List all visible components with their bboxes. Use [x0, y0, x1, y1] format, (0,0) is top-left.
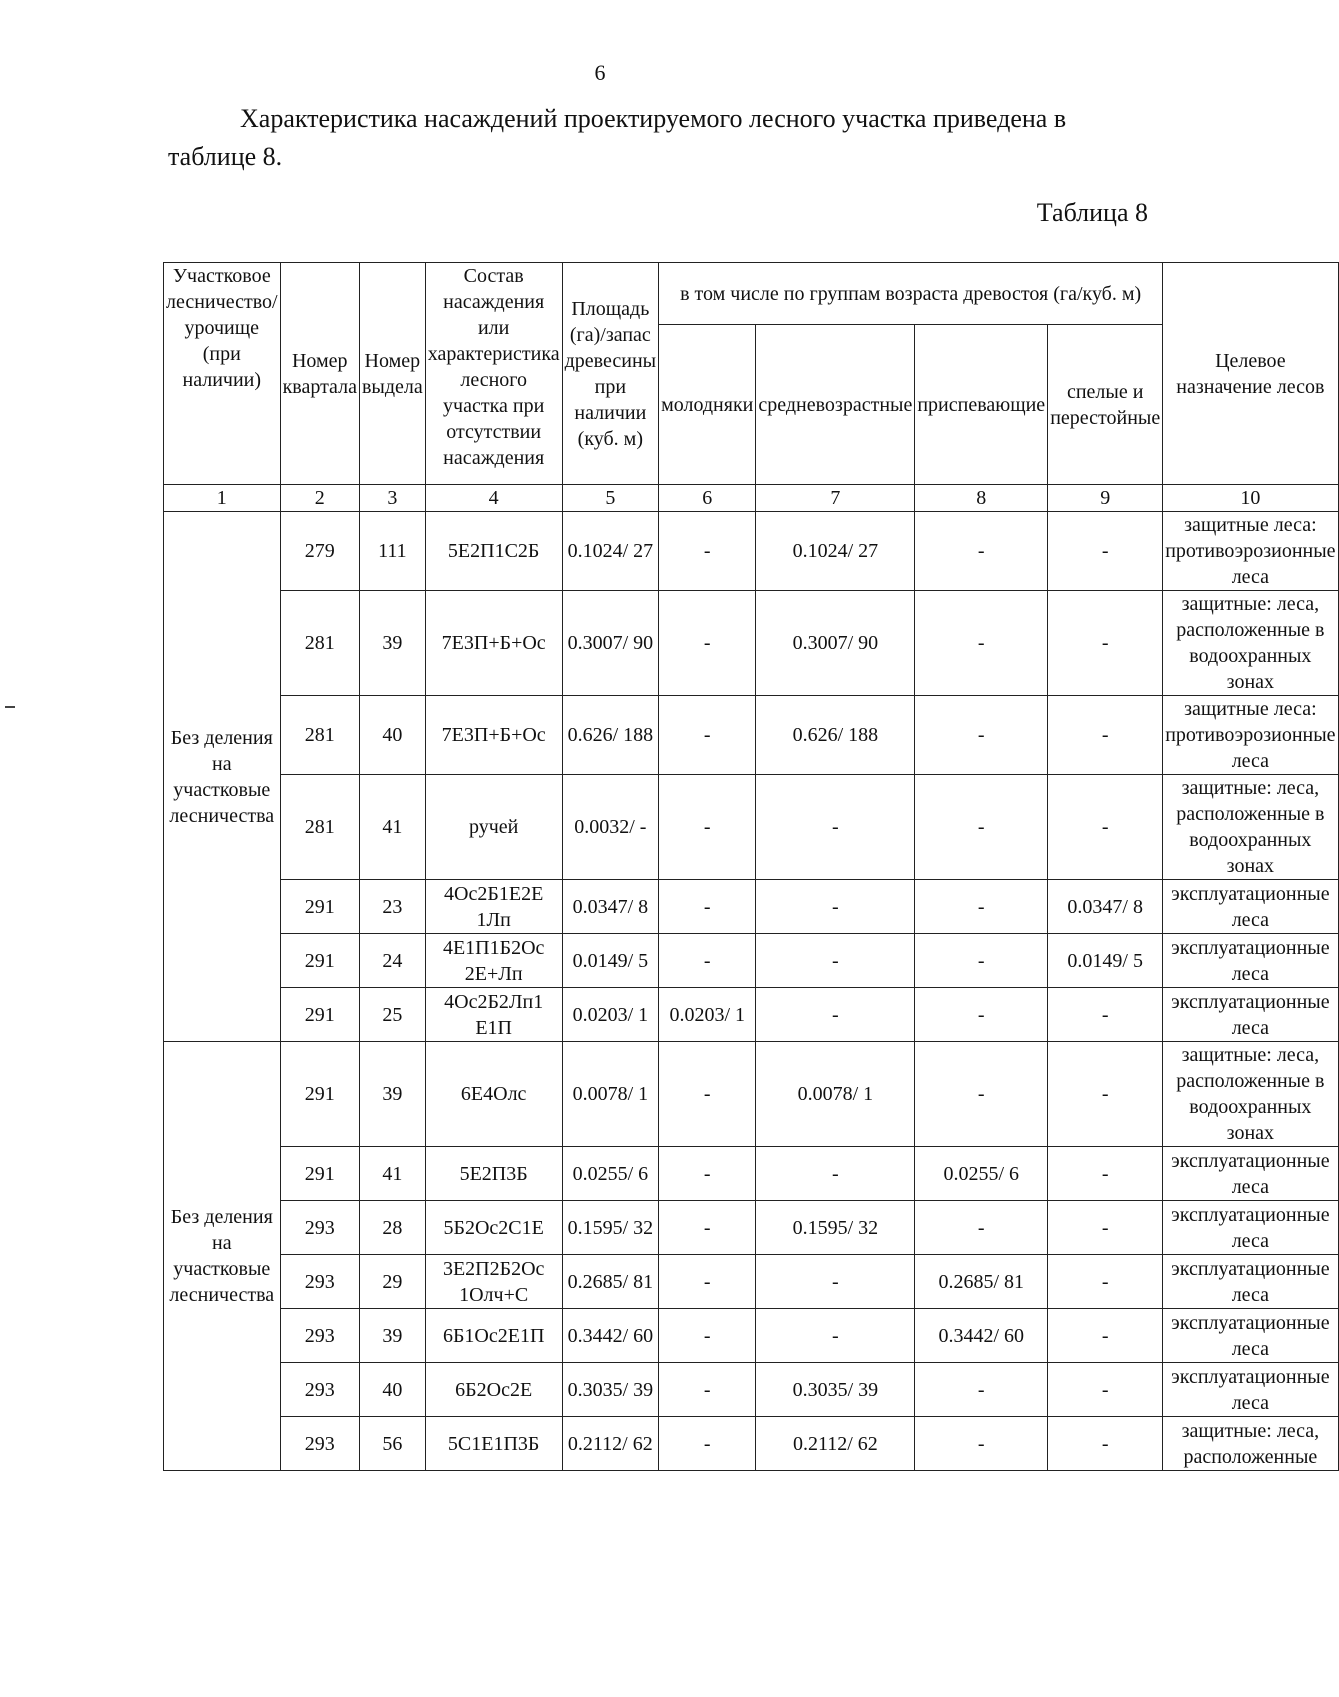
- page-number: 6: [594, 60, 606, 85]
- mature-cell: 0.0347/ 8: [1048, 880, 1163, 934]
- section-cell: 41: [359, 775, 425, 880]
- area-cell: 0.3035/ 39: [562, 1363, 658, 1417]
- area-cell: 0.3442/ 60: [562, 1309, 658, 1363]
- area-cell: 0.1024/ 27: [562, 512, 658, 591]
- composition-cell: 6Б1Ос2Е1П: [425, 1309, 562, 1363]
- purpose-cell: эксплуатационные леса: [1163, 1201, 1338, 1255]
- header-composition: Состав насаждения или характеристика лесного участка при отсутствии насаждения: [425, 263, 562, 485]
- quarter-cell: 291: [280, 1042, 359, 1147]
- young-cell: -: [659, 880, 756, 934]
- area-cell: 0.2685/ 81: [562, 1255, 658, 1309]
- middle-aged-cell: 0.1595/ 32: [756, 1201, 915, 1255]
- maturing-cell: -: [915, 988, 1048, 1042]
- table-row: [164, 1417, 1339, 1471]
- table-row: [164, 1309, 1339, 1363]
- middle-aged-cell: 0.1024/ 27: [756, 512, 915, 591]
- purpose-cell: защитные леса: противоэрозионные леса: [1163, 512, 1338, 591]
- composition-cell: 4Ос2Б2Лп1 Е1П: [425, 988, 562, 1042]
- young-cell: -: [659, 1201, 756, 1255]
- maturing-cell: -: [915, 934, 1048, 988]
- mature-cell: -: [1048, 591, 1163, 696]
- header-forestry: Участковое лесничество/ урочище (при наличии): [164, 263, 281, 485]
- young-cell: -: [659, 1417, 756, 1471]
- area-cell: 0.0032/ -: [562, 775, 658, 880]
- header-quarter: Номер квартала: [280, 263, 359, 485]
- forestry-cell: Без деления на участковые лесничества: [164, 1042, 281, 1471]
- mature-cell: -: [1048, 1363, 1163, 1417]
- maturing-cell: 0.0255/ 6: [915, 1147, 1048, 1201]
- maturing-cell: -: [915, 880, 1048, 934]
- mature-cell: 0.0149/ 5: [1048, 934, 1163, 988]
- young-cell: -: [659, 696, 756, 775]
- maturing-cell: 0.3442/ 60: [915, 1309, 1048, 1363]
- mature-cell: -: [1048, 1255, 1163, 1309]
- section-cell: 39: [359, 591, 425, 696]
- area-cell: 0.626/ 188: [562, 696, 658, 775]
- maturing-cell: -: [915, 1042, 1048, 1147]
- middle-aged-cell: -: [756, 1309, 915, 1363]
- middle-aged-cell: -: [756, 880, 915, 934]
- quarter-cell: 281: [280, 775, 359, 880]
- area-cell: 0.3007/ 90: [562, 591, 658, 696]
- maturing-cell: -: [915, 696, 1048, 775]
- composition-cell: 6Е4Олс: [425, 1042, 562, 1147]
- quarter-cell: 293: [280, 1255, 359, 1309]
- header-age-groups: в том числе по группам возраста древостоя (га/куб. м): [659, 263, 1163, 325]
- table-row: [164, 1255, 1339, 1309]
- composition-cell: 4Ос2Б1Е2Е 1Лп: [425, 880, 562, 934]
- composition-cell: 4Е1П1Б2Ос 2Е+Лп: [425, 934, 562, 988]
- purpose-cell: эксплуатационные леса: [1163, 1255, 1338, 1309]
- purpose-cell: эксплуатационные леса: [1163, 988, 1338, 1042]
- young-cell: -: [659, 1309, 756, 1363]
- table-row: [164, 775, 1339, 880]
- mature-cell: -: [1048, 1042, 1163, 1147]
- scan-mark: [5, 706, 15, 708]
- young-cell: -: [659, 1042, 756, 1147]
- mature-cell: -: [1048, 775, 1163, 880]
- composition-cell: 5Б2Ос2С1Е: [425, 1201, 562, 1255]
- purpose-cell: защитные: леса, расположенные в водоохранных зонах: [1163, 775, 1338, 880]
- middle-aged-cell: -: [756, 1147, 915, 1201]
- table-caption: Таблица 8: [1036, 198, 1148, 227]
- composition-cell: 5Е2П1С2Б: [425, 512, 562, 591]
- maturing-cell: -: [915, 1417, 1048, 1471]
- purpose-cell: защитные: леса, расположенные в водоохранных зонах: [1163, 591, 1338, 696]
- table-row: [164, 1147, 1339, 1201]
- area-cell: 0.0347/ 8: [562, 880, 658, 934]
- section-cell: 41: [359, 1147, 425, 1201]
- quarter-cell: 293: [280, 1309, 359, 1363]
- section-cell: 40: [359, 696, 425, 775]
- header-middle-aged: средневозрастные: [756, 325, 915, 485]
- quarter-cell: 291: [280, 934, 359, 988]
- composition-cell: 6Б2Ос2Е: [425, 1363, 562, 1417]
- col-number: 10: [1163, 485, 1338, 512]
- table-row: [164, 934, 1339, 988]
- composition-cell: 3Е2П2Б2Ос 1Олч+С: [425, 1255, 562, 1309]
- purpose-cell: эксплуатационные леса: [1163, 880, 1338, 934]
- purpose-cell: эксплуатационные леса: [1163, 1147, 1338, 1201]
- area-cell: 0.1595/ 32: [562, 1201, 658, 1255]
- maturing-cell: -: [915, 591, 1048, 696]
- middle-aged-cell: -: [756, 988, 915, 1042]
- header-area: Площадь (га)/запас древесины при наличии (куб. м): [562, 263, 658, 485]
- area-cell: 0.0203/ 1: [562, 988, 658, 1042]
- purpose-cell: защитные леса: противоэрозионные леса: [1163, 696, 1338, 775]
- quarter-cell: 293: [280, 1417, 359, 1471]
- table-row: [164, 1201, 1339, 1255]
- purpose-cell: эксплуатационные леса: [1163, 1363, 1338, 1417]
- section-cell: 111: [359, 512, 425, 591]
- col-number: 4: [425, 485, 562, 512]
- area-cell: 0.0255/ 6: [562, 1147, 658, 1201]
- quarter-cell: 291: [280, 988, 359, 1042]
- middle-aged-cell: 0.3007/ 90: [756, 591, 915, 696]
- middle-aged-cell: -: [756, 1255, 915, 1309]
- area-cell: 0.0149/ 5: [562, 934, 658, 988]
- young-cell: 0.0203/ 1: [659, 988, 756, 1042]
- section-cell: 28: [359, 1201, 425, 1255]
- header-section: Номер выдела: [359, 263, 425, 485]
- quarter-cell: 281: [280, 591, 359, 696]
- forestry-cell: Без деления на участковые лесничества: [164, 512, 281, 1042]
- quarter-cell: 281: [280, 696, 359, 775]
- section-cell: 40: [359, 1363, 425, 1417]
- young-cell: -: [659, 1363, 756, 1417]
- table-row: [164, 1042, 1339, 1147]
- young-cell: -: [659, 512, 756, 591]
- header-young: молодняки: [659, 325, 756, 485]
- maturing-cell: -: [915, 512, 1048, 591]
- quarter-cell: 291: [280, 880, 359, 934]
- mature-cell: -: [1048, 988, 1163, 1042]
- section-cell: 29: [359, 1255, 425, 1309]
- forest-stand-table: [163, 262, 1339, 1471]
- col-number: 1: [164, 485, 281, 512]
- intro-text: Характеристика насаждений проектируемого лесного участка приведена в таблице 8.: [168, 104, 1067, 171]
- header-mature: спелые и перестойные: [1048, 325, 1163, 485]
- col-number: 2: [280, 485, 359, 512]
- intro-paragraph: [168, 100, 1148, 176]
- quarter-cell: 293: [280, 1201, 359, 1255]
- mature-cell: -: [1048, 512, 1163, 591]
- table-row: [164, 988, 1339, 1042]
- maturing-cell: -: [915, 1201, 1048, 1255]
- header-purpose: Целевое назначение лесов: [1163, 263, 1338, 485]
- mature-cell: -: [1048, 1147, 1163, 1201]
- mature-cell: -: [1048, 696, 1163, 775]
- young-cell: -: [659, 1255, 756, 1309]
- composition-cell: 7Е3П+Б+Ос: [425, 591, 562, 696]
- mature-cell: -: [1048, 1201, 1163, 1255]
- table-row: [164, 1363, 1339, 1417]
- young-cell: -: [659, 1147, 756, 1201]
- composition-cell: 5Е2П3Б: [425, 1147, 562, 1201]
- composition-cell: ручей: [425, 775, 562, 880]
- area-cell: 0.2112/ 62: [562, 1417, 658, 1471]
- mature-cell: -: [1048, 1417, 1163, 1471]
- purpose-cell: защитные: леса, расположенные: [1163, 1417, 1338, 1471]
- mature-cell: -: [1048, 1309, 1163, 1363]
- section-cell: 39: [359, 1042, 425, 1147]
- composition-cell: 5С1Е1П3Б: [425, 1417, 562, 1471]
- quarter-cell: 291: [280, 1147, 359, 1201]
- young-cell: -: [659, 775, 756, 880]
- maturing-cell: -: [915, 775, 1048, 880]
- col-number: 5: [562, 485, 658, 512]
- quarter-cell: 279: [280, 512, 359, 591]
- table-row: [164, 696, 1339, 775]
- col-number: 3: [359, 485, 425, 512]
- header-maturing: приспевающие: [915, 325, 1048, 485]
- middle-aged-cell: 0.626/ 188: [756, 696, 915, 775]
- purpose-cell: эксплуатационные леса: [1163, 934, 1338, 988]
- section-cell: 23: [359, 880, 425, 934]
- table-row: [164, 512, 1339, 591]
- purpose-cell: защитные: леса, расположенные в водоохранных зонах: [1163, 1042, 1338, 1147]
- table-row: [164, 880, 1339, 934]
- quarter-cell: 293: [280, 1363, 359, 1417]
- col-number: 6: [659, 485, 756, 512]
- col-number: 9: [1048, 485, 1163, 512]
- section-cell: 39: [359, 1309, 425, 1363]
- section-cell: 25: [359, 988, 425, 1042]
- young-cell: -: [659, 934, 756, 988]
- composition-cell: 7Е3П+Б+Ос: [425, 696, 562, 775]
- col-number: 8: [915, 485, 1048, 512]
- middle-aged-cell: -: [756, 934, 915, 988]
- maturing-cell: -: [915, 1363, 1048, 1417]
- middle-aged-cell: 0.2112/ 62: [756, 1417, 915, 1471]
- col-number: 7: [756, 485, 915, 512]
- table-row: [164, 591, 1339, 696]
- purpose-cell: эксплуатационные леса: [1163, 1309, 1338, 1363]
- young-cell: -: [659, 591, 756, 696]
- section-cell: 56: [359, 1417, 425, 1471]
- middle-aged-cell: 0.3035/ 39: [756, 1363, 915, 1417]
- area-cell: 0.0078/ 1: [562, 1042, 658, 1147]
- middle-aged-cell: 0.0078/ 1: [756, 1042, 915, 1147]
- maturing-cell: 0.2685/ 81: [915, 1255, 1048, 1309]
- section-cell: 24: [359, 934, 425, 988]
- middle-aged-cell: -: [756, 775, 915, 880]
